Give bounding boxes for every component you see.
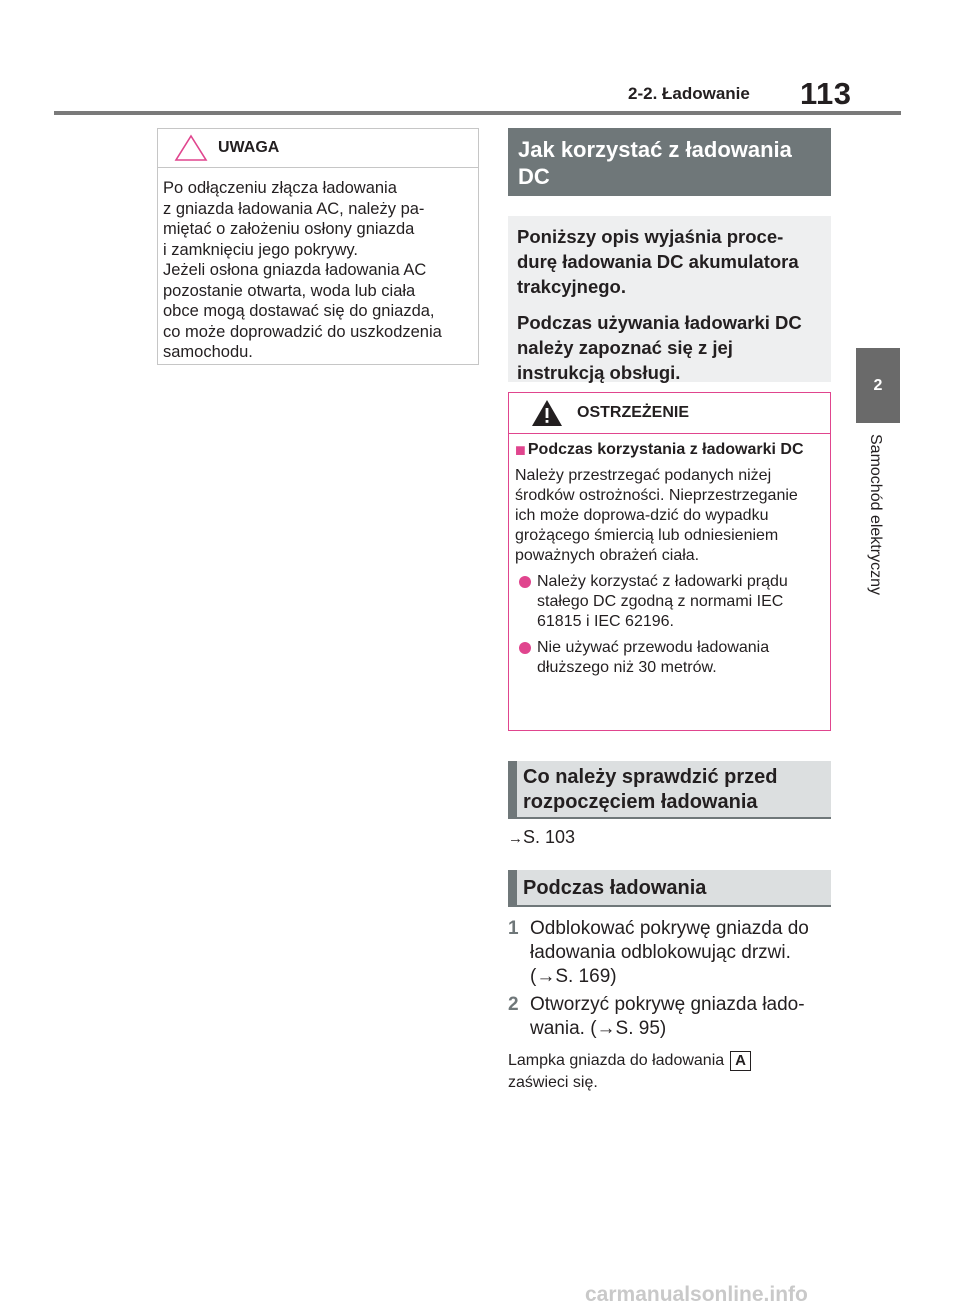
caution-box: [157, 128, 479, 365]
caution-line: i zamknięciu jego pokrywy.: [163, 240, 359, 259]
warning-triangle-icon: [531, 399, 563, 427]
caution-line: pozostanie otwarta, woda lub ciała: [163, 281, 416, 300]
page-reference[interactable]: [508, 827, 575, 848]
page-reference-text: S. 103: [523, 827, 576, 847]
header-rule: [54, 111, 901, 115]
warning-bullet-text: Nie używać przewodu ładowania dłuższego niż 30 metrów.: [537, 639, 770, 676]
step-text: Otworzyć pokrywę gniazda łado-wania. (→S. 95): [530, 994, 805, 1039]
watermark: carmanualsonline.info: [585, 1283, 808, 1306]
dc-intro-paragraph: Poniższy opis wyjaśnia proce-durę ładowania DC akumulatora trakcyjnego.: [517, 226, 799, 297]
step-text: Odblokować pokrywę gniazda do ładowania odblokowując drzwi. (→S. 169): [530, 918, 809, 987]
warning-paragraph: Należy przestrzegać podanych niżej środków ostrożności. Nieprzestrzeganie ich może doprowa-dzić do wypadku grożącego śmiercią lub odniesieniem poważnych obrażeń ciała.: [515, 467, 798, 564]
caution-title: UWAGA: [218, 139, 280, 156]
step-note: [508, 1050, 838, 1094]
callout-label: A: [730, 1051, 751, 1071]
caution-text: [158, 168, 478, 363]
caution-line: miętać o założeniu osłony gniazda: [163, 220, 415, 238]
round-bullet-icon: [519, 642, 531, 654]
square-bullet-icon: ■: [515, 440, 526, 460]
warning-subheading: [515, 440, 822, 460]
dc-heading-line: DC: [518, 164, 550, 189]
caution-line: Jeżeli osłona gniazda ładowania AC: [163, 261, 427, 279]
page-number: 113: [800, 76, 852, 111]
step-list: [508, 917, 833, 1045]
arrow-right-icon: →: [508, 830, 523, 847]
warning-subheading-text: Podczas korzystania z ładowarki DC: [527, 441, 804, 458]
dc-intro: [508, 216, 831, 382]
warning-bullet: [515, 638, 822, 678]
warning-bullet: [515, 572, 822, 632]
caution-line: co może doprowadzić do uszkodzenia: [163, 322, 442, 341]
step-number: 2: [508, 994, 519, 1015]
warning-box: [508, 392, 831, 731]
caution-line: z gniazda ładowania AC, należy pa-: [163, 199, 425, 218]
note-text-continued: zaświeci się.: [508, 1074, 598, 1091]
chapter-tab: 2: [856, 348, 900, 423]
caution-header: [158, 129, 478, 168]
warning-bullet-text: Należy korzystać z ładowarki prądu stałego DC zgodną z normami IEC 61815 i IEC 62196.: [537, 573, 788, 630]
caution-line: Po odłączeniu złącza ładowania: [163, 179, 397, 197]
step-number: 1: [508, 918, 519, 939]
section-title: 2-2. Ładowanie: [628, 84, 750, 103]
caution-triangle-icon: [174, 134, 208, 162]
check-section-heading: Co należy sprawdzić przed rozpoczęciem ładowania: [508, 761, 831, 819]
warning-title: OSTRZEŻENIE: [577, 404, 690, 421]
step-item: [508, 917, 833, 989]
step-item: [508, 993, 833, 1041]
caution-line: samochodu.: [163, 343, 253, 361]
caution-line: obce mogą dostawać się do gniazda,: [163, 302, 435, 320]
dc-section-heading: [508, 128, 831, 196]
dc-intro-paragraph: Podczas używania ładowarki DC należy zapoznać się z jej instrukcją obsługi.: [517, 312, 802, 383]
note-text: Lampka gniazda do ładowania: [508, 1052, 725, 1069]
during-section-heading: Podczas ładowania: [508, 870, 831, 907]
dc-heading-line: Jak korzystać z ładowania: [518, 137, 792, 162]
round-bullet-icon: [519, 576, 531, 588]
warning-header: [509, 393, 830, 434]
warning-text: [509, 434, 830, 678]
chapter-title: Samochód elektryczny: [867, 434, 884, 595]
